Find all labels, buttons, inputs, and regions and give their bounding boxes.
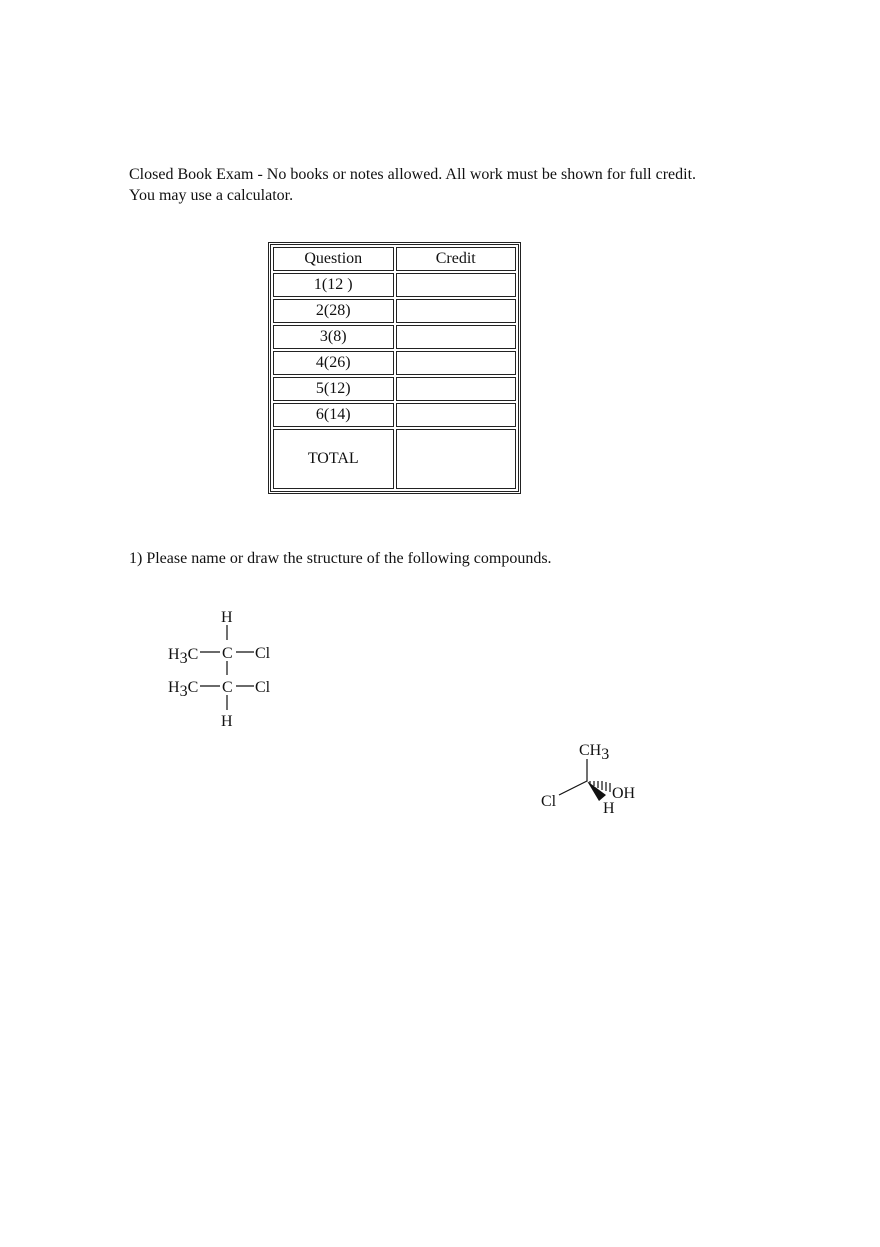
table-row — [273, 377, 516, 401]
credit-cell[interactable] — [396, 351, 517, 375]
header-question: Question — [273, 247, 394, 271]
header-credit: Credit — [396, 247, 517, 271]
question-cell: 1(12 ) — [273, 273, 394, 297]
bond-cl — [559, 781, 587, 795]
question-cell: 3(8) — [273, 325, 394, 349]
atom-cl: Cl — [541, 793, 557, 810]
question-1-prompt: 1) Please name or draw the structure of the following compounds. — [129, 550, 552, 567]
credit-cell[interactable] — [396, 299, 517, 323]
structure-dichlorobutane — [160, 600, 290, 735]
atom-oh: OH — [612, 785, 636, 802]
methyl-2-c: C — [187, 679, 199, 696]
question-cell: 2(28) — [273, 299, 394, 323]
credit-table-header-row — [273, 247, 516, 271]
total-row — [273, 429, 516, 489]
credit-table — [268, 242, 521, 494]
atom-bottom-h: H — [221, 713, 233, 730]
instructions-line-1: Closed Book Exam - No books or notes allowed. All work must be shown for full credit. — [129, 166, 697, 183]
question-cell: 6(14) — [273, 403, 394, 427]
methyl-1-h: H — [168, 646, 180, 663]
question-cell: 4(26) — [273, 351, 394, 375]
atom-c2: C — [222, 679, 233, 696]
credit-cell[interactable] — [396, 325, 517, 349]
table-row — [273, 351, 516, 375]
credit-cell[interactable] — [396, 273, 517, 297]
table-row — [273, 325, 516, 349]
methyl-1-sub: 3 — [179, 650, 188, 667]
methyl-sub: 3 — [601, 746, 610, 763]
instructions-line-2: You may use a calculator. — [129, 187, 294, 204]
atom-methyl-1 — [168, 646, 198, 667]
methyl-2-sub: 3 — [179, 683, 188, 700]
atom-cl-1: Cl — [255, 645, 271, 662]
atom-c1: C — [222, 645, 233, 662]
total-label: TOTAL — [273, 429, 394, 489]
structure-chiral-center — [535, 735, 655, 825]
atom-methyl-2 — [168, 679, 198, 700]
wedge-bond-h — [587, 781, 606, 801]
credit-cell[interactable] — [396, 403, 517, 427]
atom-cl-2: Cl — [255, 679, 271, 696]
question-cell: 5(12) — [273, 377, 394, 401]
exam-instructions — [129, 164, 809, 206]
atom-top-h: H — [221, 609, 233, 626]
methyl-2-h: H — [168, 679, 180, 696]
table-row — [273, 299, 516, 323]
methyl-1-c: C — [187, 646, 199, 663]
table-row — [273, 403, 516, 427]
atom-methyl — [579, 742, 609, 763]
total-value[interactable] — [396, 429, 517, 489]
methyl-main: CH — [579, 742, 602, 759]
credit-cell[interactable] — [396, 377, 517, 401]
table-row — [273, 273, 516, 297]
atom-h: H — [603, 800, 615, 817]
